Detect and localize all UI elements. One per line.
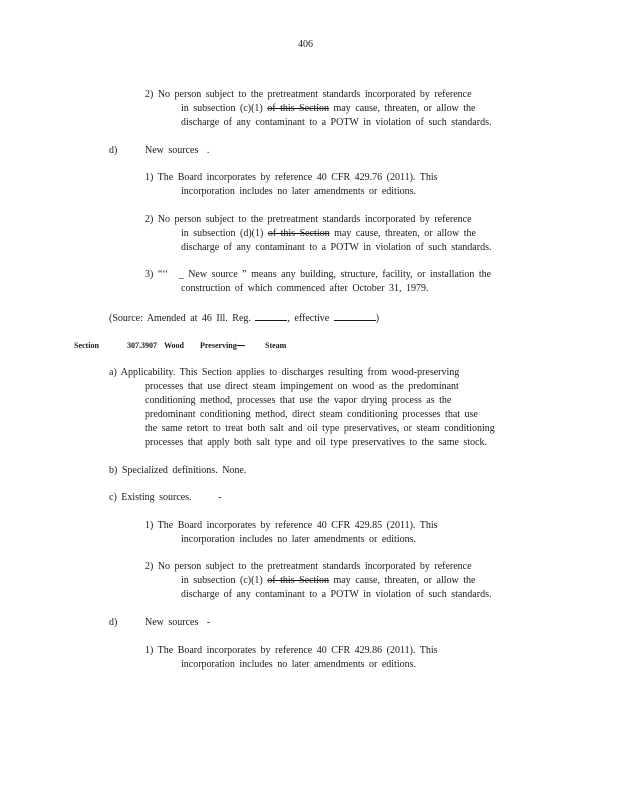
- subsection-title: New sources .: [145, 145, 210, 156]
- line-text: in subsection (c)(1): [181, 575, 263, 586]
- blank-line: [334, 310, 376, 321]
- paragraph-line: 2) No person subject to the pretreatment standards incorporated by reference: [145, 561, 472, 572]
- paragraph-line: 1) The Board incorporates by reference 40 CFR 429.86 (2011). This: [145, 645, 438, 656]
- struck-text: of this Section: [267, 575, 330, 586]
- blank-line: [255, 310, 287, 321]
- line-text: may cause, threaten, or allow the: [334, 228, 476, 239]
- paragraph-line: discharge of any contaminant to a POTW in violation of such standards.: [181, 117, 492, 128]
- paragraph-line: 2) No person subject to the pretreatment standards incorporated by reference: [145, 89, 472, 100]
- paragraph-line: 1) The Board incorporates by reference 40 CFR 429.85 (2011). This: [145, 520, 438, 531]
- paragraph-line: discharge of any contaminant to a POTW in violation of such standards.: [181, 242, 492, 253]
- page-number: 406: [298, 39, 313, 50]
- line-text: may cause, threaten, or allow the: [333, 575, 476, 586]
- section-label: Section: [74, 341, 99, 350]
- line-text: may cause, threaten, or allow the: [333, 103, 476, 114]
- paragraph-line: predominant conditioning method, direct steam conditioning processes that use: [145, 409, 478, 420]
- section-title-word: Wood: [164, 341, 185, 350]
- paragraph-line: 2) No person subject to the pretreatment standards incorporated by reference: [145, 214, 472, 225]
- subsection-title: New sources -: [145, 617, 211, 628]
- line-text: in subsection (d)(1): [181, 228, 264, 239]
- subsection-label: d): [109, 617, 118, 628]
- section-title-word: Preserving—: [200, 341, 245, 350]
- paragraph-line: 1) The Board incorporates by reference 40 CFR 429.76 (2011). This: [145, 172, 438, 183]
- paragraph-line: incorporation includes no later amendments or editions.: [181, 659, 416, 670]
- paragraph-line: incorporation includes no later amendments or editions.: [181, 186, 416, 197]
- subsection-label: d): [109, 145, 118, 156]
- line-text: in subsection (c)(1): [181, 103, 263, 114]
- section-number: 307.3907: [127, 341, 157, 350]
- paragraph-line: discharge of any contaminant to a POTW in violation of such standards.: [181, 589, 492, 600]
- paragraph-line: a) Applicability. This Section applies to discharges resulting from wood-preserving: [109, 367, 460, 378]
- struck-text: of this Section: [267, 103, 330, 114]
- struck-text: of this Section: [267, 228, 330, 239]
- subsection-b: b) Specialized definitions. None.: [109, 465, 247, 476]
- paragraph-line: incorporation includes no later amendments or editions.: [181, 534, 416, 545]
- paragraph-line: processes that use direct steam impingement on wood as the predominant: [145, 381, 459, 392]
- paragraph-line: conditioning method, processes that use the vapor drying process as the: [145, 395, 452, 406]
- paragraph-line: construction of which commenced after October 31, 1979.: [181, 283, 429, 294]
- paragraph-line: [145, 268, 491, 282]
- paragraph-line: processes that apply both salt type and oil type preservatives to the same stock.: [145, 437, 488, 448]
- paragraph-line: [181, 227, 476, 241]
- line-text: _ New source: [178, 269, 238, 280]
- source-note: (Source: Amended at 46 Ill. Reg. , effective ): [109, 310, 379, 326]
- line-text: 3) “‘‘: [145, 269, 169, 280]
- section-title-word: Steam: [265, 341, 287, 350]
- paragraph-line: [181, 102, 475, 116]
- line-text: means any building, structure, facility, or installation the: [251, 269, 492, 280]
- subsection-c-heading: c) Existing sources. -: [109, 492, 222, 503]
- paragraph-line: [181, 574, 475, 588]
- line-text: ”: [242, 269, 247, 280]
- paragraph-line: the same retort to treat both salt and oil type preservatives, or steam conditioning: [145, 423, 495, 434]
